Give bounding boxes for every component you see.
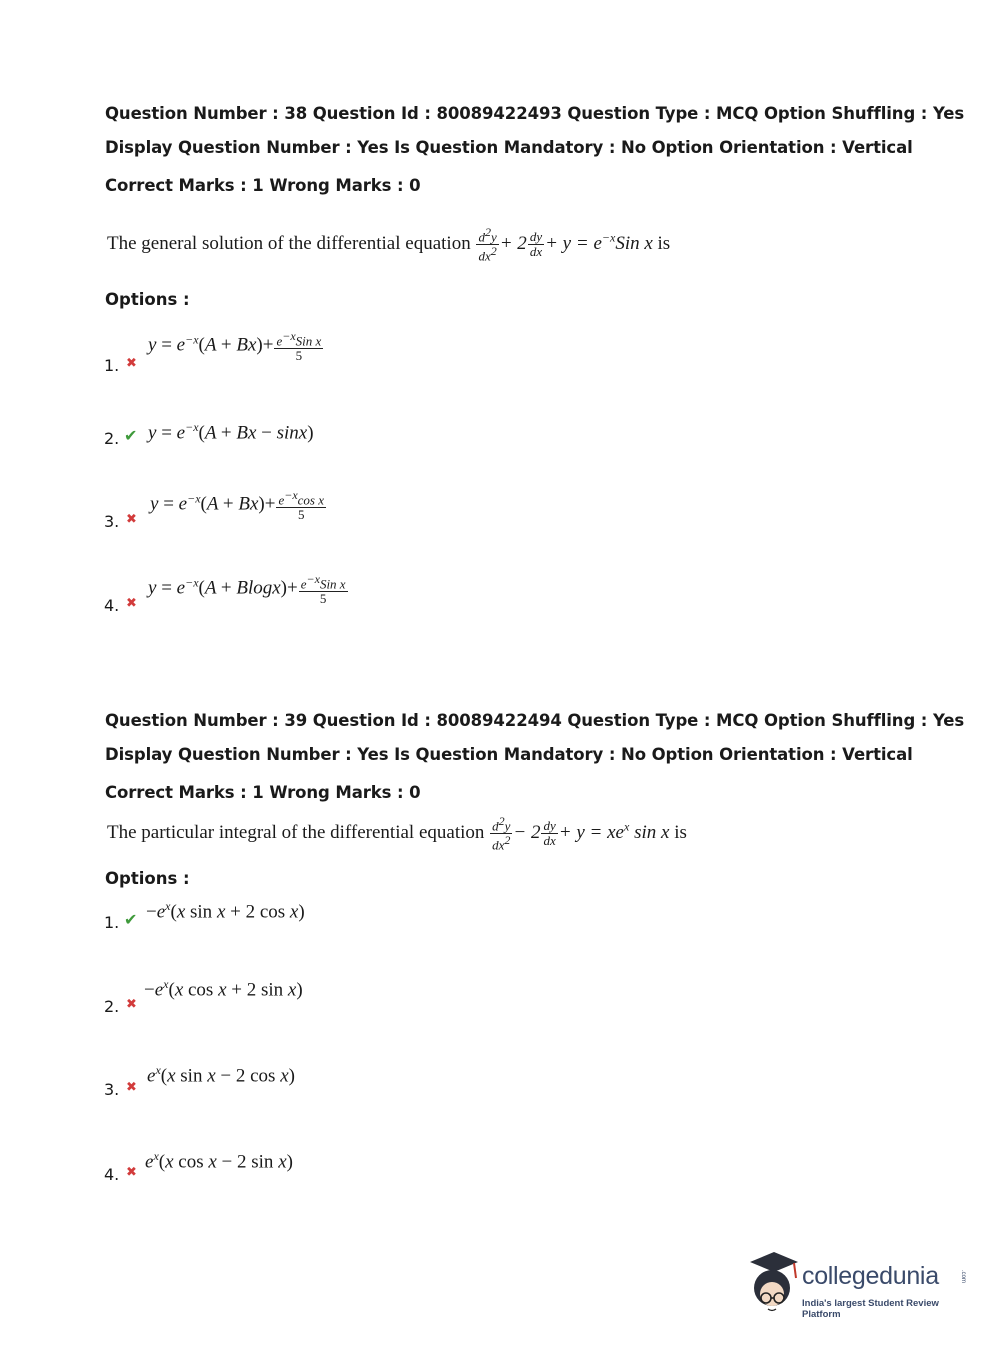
q38-option1-math: $y = e^{-x}(A + Bx)+$ $\frac{e^{-x}Sin x}{5}$ — [148, 329, 322, 363]
wrong-icon: ✖ — [126, 1165, 137, 1180]
wrong-icon: ✖ — [126, 512, 137, 527]
q39-option2-number: 2. — [104, 997, 120, 1016]
q38-meta-line1: Question Number : 38 Question Id : 80089422493 Question Type : MCQ Option Shuffling : Yes — [105, 104, 965, 123]
q38-text-suffix: is — [657, 232, 671, 254]
q39-text-prefix: The particular integral of the differential equation — [107, 821, 485, 843]
q39-option1-number: 1. — [104, 913, 120, 932]
wrong-icon: ✖ — [126, 596, 137, 611]
check-icon: ✔ — [124, 426, 138, 445]
logo-wordmark: collegedunia — [802, 1262, 939, 1290]
q39-option2-math: $-e^x(x$ cos x + 2 sin x) — [144, 977, 303, 1001]
q39-meta-line2: Display Question Number : Yes Is Question Mandatory : No Option Orientation : Vertical — [105, 745, 913, 764]
logo-com: .com — [960, 1270, 966, 1284]
q38-option4-math: $y = e^{-x}(A + Blogx)+$ $\frac{e^{-x}Sin x}{5}$ — [148, 572, 346, 606]
q38-equation: $\frac{d^2y}{dx^2}$ + 2 $\frac{dy}{dx}$ + $y = e^{-x}Sin$ x — [478, 225, 658, 264]
q38-options-label: Options : — [105, 290, 190, 309]
q39-option4-math: $e^x(x$ cos x − 2 sin x) — [145, 1149, 293, 1173]
q39-options-label: Options : — [105, 869, 190, 888]
q39-option1-math: $-e^x(x$ sin x + 2 cos x) — [146, 899, 305, 923]
wrong-icon: ✖ — [126, 1080, 137, 1095]
q39-text-suffix: is — [674, 821, 687, 843]
q39-meta-line3: Correct Marks : 1 Wrong Marks : 0 — [105, 783, 421, 802]
q38-meta-line3: Correct Marks : 1 Wrong Marks : 0 — [105, 176, 421, 195]
check-icon: ✔ — [124, 910, 138, 929]
q38-option3-math: $y = e^{-x}(A + Bx)+$ $\frac{e^{-x}\cos x}{5}$ — [150, 488, 325, 522]
q38-text-prefix: The general solution of the differential equation — [107, 232, 471, 254]
q38-option2-number: 2. — [104, 429, 120, 448]
logo-tagline: India's largest Student Review Platform — [802, 1298, 939, 1320]
q38-question-text — [107, 226, 670, 263]
q39-option4-number: 4. — [104, 1165, 120, 1184]
mascot-icon — [742, 1250, 804, 1320]
q39-question-text — [107, 815, 687, 852]
q39-option3-number: 3. — [104, 1080, 120, 1099]
wrong-icon: ✖ — [126, 997, 137, 1012]
collegedunia-logo — [742, 1250, 972, 1320]
q38-option1-number: 1. — [104, 356, 120, 375]
q39-meta-line1: Question Number : 39 Question Id : 80089422494 Question Type : MCQ Option Shuffling : Yes — [105, 711, 965, 730]
wrong-icon: ✖ — [126, 356, 137, 371]
q38-meta-line2: Display Question Number : Yes Is Question Mandatory : No Option Orientation : Vertical — [105, 138, 913, 157]
q39-equation: $\frac{d^2y}{dx^2}$ − 2 $\frac{dy}{dx}$ + $y = xe^x$ sin x — [492, 814, 675, 853]
q38-option2-math: $y = e^{-x}(A + Bx - \sin x)$ — [148, 420, 314, 444]
q39-option3-math: $e^x(x$ sin x − 2 cos x) — [147, 1063, 295, 1087]
q38-option4-number: 4. — [104, 596, 120, 615]
q38-option3-number: 3. — [104, 512, 120, 531]
